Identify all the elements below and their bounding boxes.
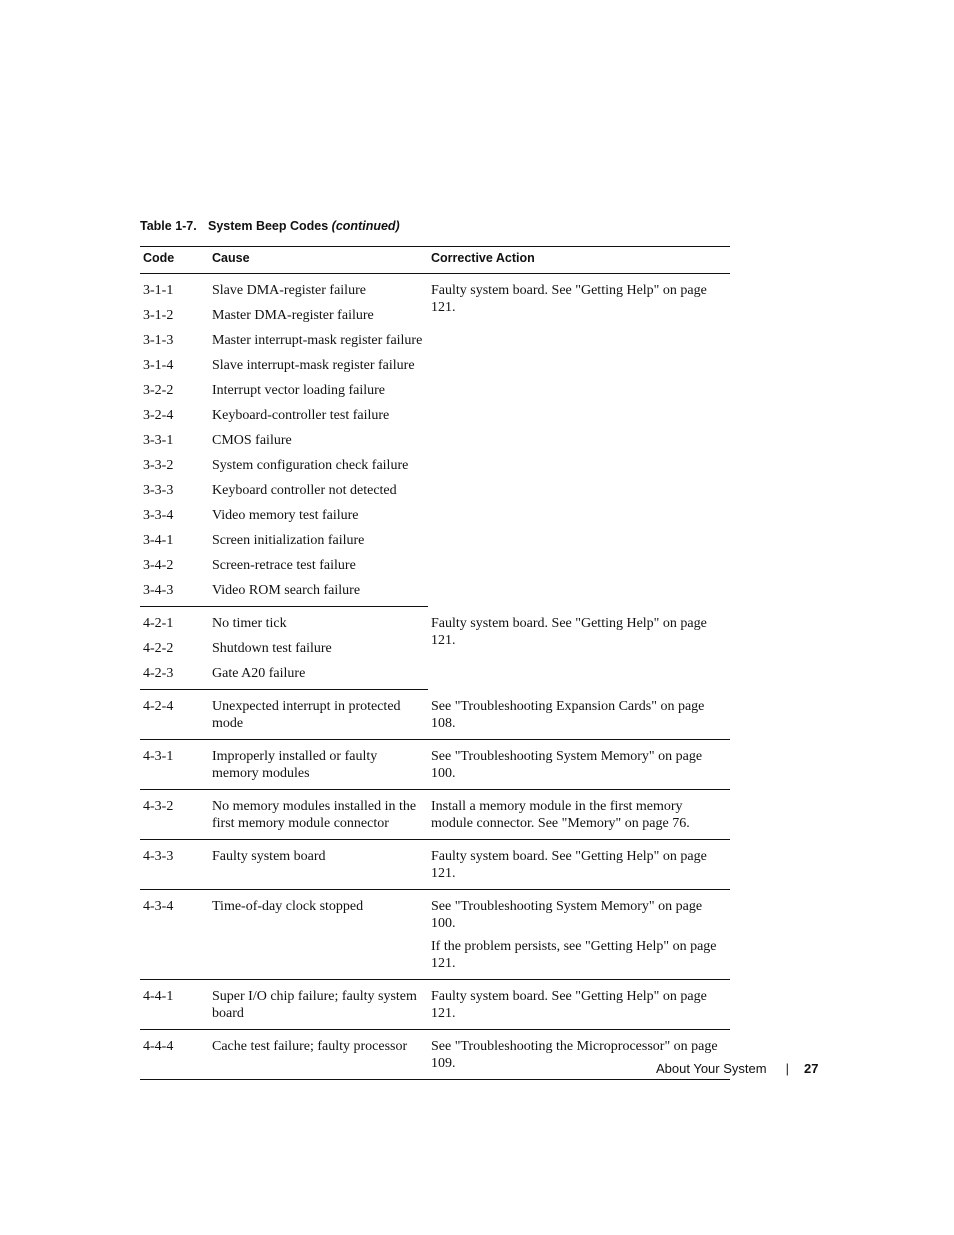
cause-cell: System configuration check failure [212, 458, 409, 473]
corrective-action-text: See "Troubleshooting System Memory" on page 100. [431, 749, 703, 781]
page-footer [656, 1061, 818, 1076]
cause-cell: Gate A20 failure [209, 663, 428, 690]
corrective-action-text: If the problem persists, see "Getting Help" on page 121. [431, 939, 717, 971]
corrective-action-text: Faulty system board. See "Getting Help" on page 121. [431, 615, 707, 648]
corrective-action-text: Faulty system board. See "Getting Help" on page 121. [431, 283, 707, 315]
code-cell: 3-3-1 [143, 433, 174, 448]
cause-cell: CMOS failure [212, 433, 292, 448]
cause-cell: Keyboard controller not detected [212, 483, 397, 498]
code-cell: 4-2-2 [143, 641, 174, 656]
cause-cell: Video ROM search failure [209, 580, 428, 607]
code-cell: 3-4-3 [140, 580, 209, 607]
code-cell: 4-3-1 [140, 740, 209, 790]
code-cell: 4-3-4 [140, 890, 209, 980]
code-cell: 3-1-2 [143, 308, 174, 323]
cause-cell: Unexpected interrupt in protected mode [209, 690, 428, 740]
corrective-action-cell [428, 840, 730, 890]
corrective-action-text: Faulty system board. See "Getting Help" on page 121. [431, 989, 707, 1021]
footer-section-title: About Your System [656, 1061, 767, 1076]
table-title: System Beep Codes [208, 219, 329, 233]
code-cell: 3-2-2 [143, 383, 174, 398]
code-cell: 3-1-3 [143, 333, 174, 348]
cause-cell: Master interrupt-mask register failure [212, 333, 423, 348]
table-body [140, 274, 730, 1080]
code-cell: 4-3-2 [140, 790, 209, 840]
corrective-action-cell [428, 274, 730, 607]
corrective-action-cell [428, 690, 730, 740]
corrective-action-text: Faulty system board. See "Getting Help" on page 121. [431, 849, 707, 881]
cause-cell: Slave DMA-register failure [212, 283, 366, 298]
cause-cell: Keyboard-controller test failure [212, 408, 390, 423]
code-cell: 3-4-2 [143, 558, 174, 573]
table-row [140, 1030, 730, 1080]
cause-cell: No timer tick [212, 616, 287, 631]
cause-cell: Super I/O chip failure; faulty system board [209, 980, 428, 1030]
table-caption [140, 219, 400, 233]
cause-cell: Video memory test failure [212, 508, 359, 523]
table-row [140, 790, 730, 840]
table-number: Table 1-7. [140, 219, 197, 233]
code-cell: 4-2-4 [140, 690, 209, 740]
cause-cell: No memory modules installed in the first memory module connector [209, 790, 428, 840]
cause-cell: Shutdown test failure [212, 641, 332, 656]
corrective-action-cell [428, 740, 730, 790]
header-corrective-action: Corrective Action [428, 247, 730, 274]
table-header-row [140, 247, 730, 274]
footer-separator: | [785, 1061, 789, 1076]
beep-codes-table [140, 246, 730, 1080]
code-cell: 3-4-1 [143, 533, 174, 548]
corrective-action-cell [428, 980, 730, 1030]
table-row [140, 690, 730, 740]
cause-cell: Screen initialization failure [212, 533, 365, 548]
code-cell: 3-3-4 [143, 508, 174, 523]
cause-cell: Cache test failure; faulty processor [209, 1030, 428, 1080]
cause-cell: Faulty system board [209, 840, 428, 890]
code-cell: 4-3-3 [140, 840, 209, 890]
page-number: 27 [803, 1061, 819, 1076]
corrective-action-cell [428, 607, 730, 690]
cause-cell: Slave interrupt-mask register failure [212, 358, 415, 373]
corrective-action-text: See "Troubleshooting System Memory" on page 100. [431, 899, 703, 931]
header-code: Code [140, 247, 209, 274]
code-cell: 4-4-4 [140, 1030, 209, 1080]
corrective-action-cell [428, 890, 730, 980]
cause-cell: Screen-retrace test failure [212, 558, 356, 573]
code-cell: 3-1-1 [143, 283, 174, 298]
code-cell: 3-3-3 [143, 483, 174, 498]
table-row [140, 980, 730, 1030]
table-row [140, 890, 730, 980]
code-cell: 4-4-1 [140, 980, 209, 1030]
header-cause: Cause [209, 247, 428, 274]
table-row [140, 840, 730, 890]
cause-cell: Time-of-day clock stopped [209, 890, 428, 980]
table-continued-note: (continued) [331, 219, 400, 233]
code-cell: 3-3-2 [143, 458, 174, 473]
corrective-action-cell [428, 790, 730, 840]
code-cell: 3-2-4 [143, 408, 174, 423]
corrective-action-text: Install a memory module in the first memory module connector. See "Memory" on page 76. [431, 799, 690, 831]
cause-cell: Improperly installed or faulty memory modules [209, 740, 428, 790]
code-cell: 4-2-1 [143, 616, 174, 631]
table-row [140, 607, 730, 639]
table-row [140, 740, 730, 790]
table-row [140, 274, 730, 306]
corrective-action-text: See "Troubleshooting Expansion Cards" on page 108. [431, 698, 705, 731]
cause-cell: Master DMA-register failure [212, 308, 374, 323]
corrective-action-text: See "Troubleshooting the Microprocessor" on page 109. [431, 1039, 718, 1071]
cause-cell: Interrupt vector loading failure [212, 383, 385, 398]
code-cell: 4-2-3 [140, 663, 209, 690]
code-cell: 3-1-4 [143, 358, 174, 373]
